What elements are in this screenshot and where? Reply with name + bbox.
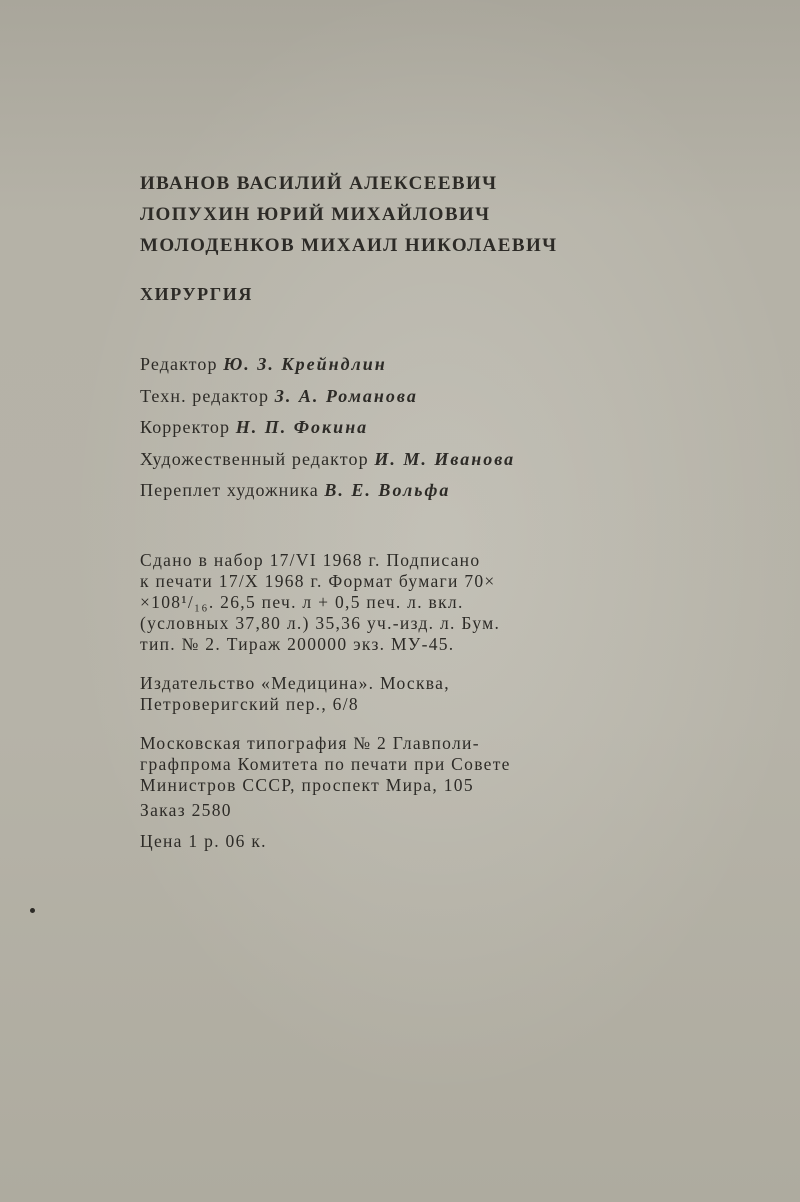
publisher-line: Издательство «Медицина». Москва, (140, 673, 450, 693)
typography-line: Московская типография № 2 Главполи- (140, 733, 480, 753)
printing-line: (условных 37,80 л.) 35,36 уч.-изд. л. Бум. (140, 613, 501, 633)
credit-role: Техн. редактор (140, 385, 270, 406)
book-title: ХИРУРГИЯ (140, 284, 254, 304)
printing-line: тип. № 2. Тираж 200000 экз. МУ-45. (140, 634, 455, 654)
credit-line (140, 475, 515, 507)
order-number: Заказ 2580 (140, 800, 232, 820)
credit-line (140, 412, 515, 444)
price: Цена 1 р. 06 к. (140, 831, 267, 851)
authors-block (140, 168, 557, 261)
printing-line: ×108¹/₁₆. 26,5 печ. л + 0,5 печ. л. вкл. (140, 592, 464, 612)
credits-block (140, 349, 515, 507)
typography-line: Министров СССР, проспект Мира, 105 (140, 775, 474, 795)
paragraph-gap (140, 655, 511, 673)
credit-name: В. Е. Вольфа (324, 480, 451, 500)
credit-line (140, 444, 515, 476)
credit-name: Ю. З. Крейндлин (223, 354, 387, 374)
paragraph-gap (140, 715, 511, 733)
printing-line: к печати 17/X 1968 г. Формат бумаги 70× (140, 571, 496, 591)
author-name: ИВАНОВ ВАСИЛИЙ АЛЕКСЕЕВИЧ (140, 173, 498, 194)
credit-role: Корректор (140, 417, 231, 437)
credit-role: Переплет художника (140, 480, 319, 500)
publisher-line: Петроверигский пер., 6/8 (140, 694, 359, 714)
author-name: МОЛОДЕНКОВ МИХАИЛ НИКОЛАЕВИЧ (140, 235, 558, 256)
credit-role: Редактор (140, 354, 218, 374)
credit-role: Художественный редактор (140, 448, 369, 469)
credit-name: И. М. Иванова (374, 448, 516, 469)
credit-name: З. А. Романова (274, 385, 418, 406)
credit-name: Н. П. Фокина (235, 417, 369, 437)
author-name: ЛОПУХИН ЮРИЙ МИХАЙЛОВИЧ (140, 204, 491, 225)
ink-speck (30, 908, 35, 913)
credit-line (140, 349, 515, 381)
credit-line (140, 381, 515, 413)
printing-line: Сдано в набор 17/VI 1968 г. Подписано (140, 550, 481, 570)
typography-line: графпрома Комитета по печати при Совете (140, 754, 511, 774)
imprint-block (140, 550, 511, 852)
